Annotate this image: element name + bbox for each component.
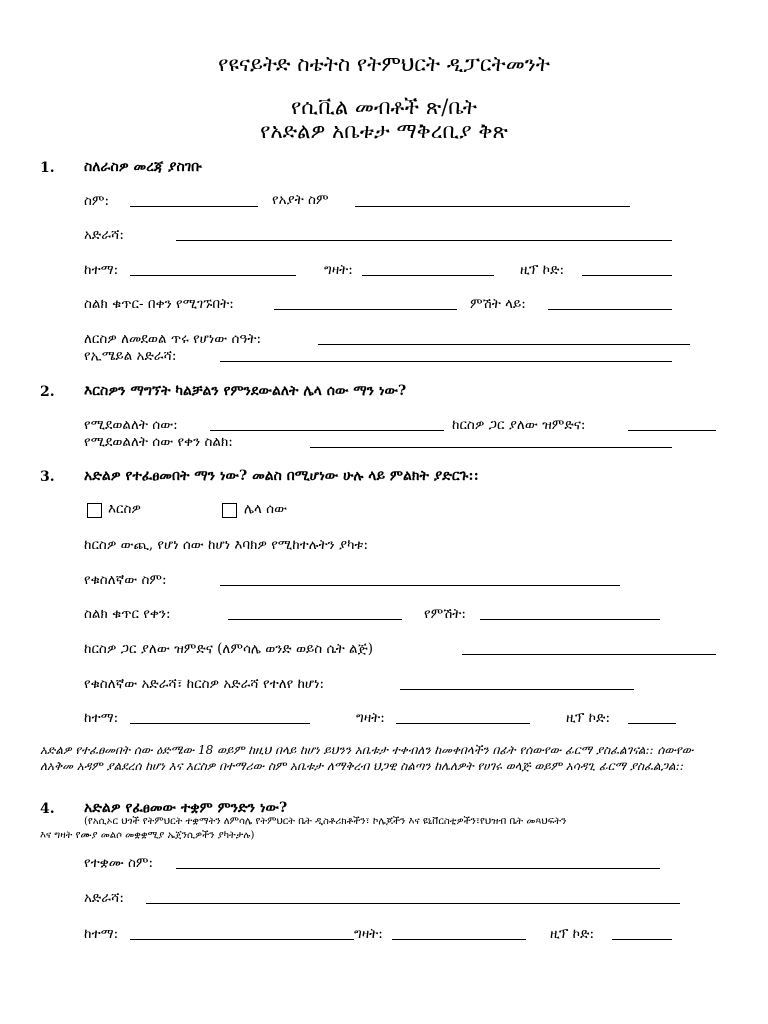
best-time-field[interactable] (318, 344, 690, 345)
section-1-number: 1. (40, 160, 55, 176)
institution-address-field[interactable] (146, 903, 680, 904)
other-option-label: ሌላ ሰው (244, 501, 288, 517)
email-field[interactable] (220, 361, 672, 362)
section-2-title: እርስዎን ማግኘት ካልቻልን የምንደውልለት ሌላ ሰው ማን ነው? (84, 383, 407, 399)
state-field[interactable] (362, 275, 494, 276)
victim-day-phone-label: ስልክ ቁጥር የቀን: (84, 606, 171, 622)
victim-zip-label: ዚፕ ኮድ: (566, 710, 611, 726)
day-phone-field[interactable] (274, 309, 457, 310)
address-field[interactable] (176, 240, 672, 241)
institution-city-label: ከተማ: (84, 926, 119, 942)
institution-city-field[interactable] (130, 939, 354, 940)
victim-relation-field[interactable] (462, 654, 716, 655)
contact-person-label: የሚደወልለት ሰው: (84, 417, 178, 433)
victim-name-field[interactable] (220, 585, 620, 586)
section-4-subnote-2: እና ግዛት የሙያ መልሶ መቋቋሚያ ኤጀንሲዎችን ያካትታሉ) (40, 830, 255, 841)
city-label: ከተማ: (84, 262, 119, 278)
self-option-label: እርስዎ (108, 501, 141, 517)
section-1-title: ስለራስዎ መረጃ ያስገቡ (84, 159, 202, 175)
victim-evening-label: የምሽት: (424, 606, 466, 622)
zip-field[interactable] (582, 275, 672, 276)
victim-zip-field[interactable] (628, 723, 676, 724)
victim-address-field[interactable] (400, 689, 634, 690)
institution-state-field[interactable] (392, 939, 526, 940)
victim-city-label: ከተማ: (84, 710, 119, 726)
contact-phone-field[interactable] (310, 447, 672, 448)
father-name-label: የአያት ስም (272, 192, 329, 208)
best-time-label: ለርስዎ ለመደወል ጥሩ የሆነው ሰዓት: (84, 331, 262, 347)
other-person-instruction: ከርስዎ ውጪ, የሆነ ሰው ከሆነ እባክዎ የሚከተሉትን ያካቱ: (84, 537, 369, 553)
name-field[interactable] (130, 206, 258, 207)
section-4-title: አድልዎ የፈፀመው ተቋም ምንድን ነው? (84, 800, 288, 816)
form-title: የአድልዎ አቤቱታ ማቅረቢያ ቅጽ (260, 119, 508, 143)
agency-title: የዩናይትድ ስቴትስ የትምህርት ዲፓርትመንት (218, 52, 550, 76)
email-label: የኢሜይል አድራሻ: (84, 348, 177, 364)
victim-day-phone-field[interactable] (228, 619, 402, 620)
victim-city-field[interactable] (130, 723, 310, 724)
father-name-field[interactable] (355, 206, 630, 207)
victim-name-label: የቁስለኛው ስም: (84, 572, 167, 588)
office-title: የሲቪል መብቶች ጽ/ቤት (291, 95, 477, 119)
contact-relation-label: ከርስዎ ጋር ያለው ዝምድና: (452, 417, 586, 433)
victim-state-field[interactable] (396, 723, 530, 724)
institution-zip-label: ዚፕ ኮድ: (550, 926, 595, 942)
name-label: ስም: (84, 193, 110, 209)
section-3-number: 3. (40, 469, 55, 485)
day-phone-label: ስልክ ቁጥር- በቀን የሚገኙበት: (84, 296, 234, 312)
address-label: አድራሻ: (84, 227, 124, 243)
other-person-checkbox[interactable] (222, 503, 237, 518)
victim-evening-field[interactable] (480, 619, 660, 620)
zip-label: ዚፕ ኮድ: (520, 262, 565, 278)
institution-name-label: የተቋሙ ስም: (84, 855, 154, 871)
evening-phone-field[interactable] (548, 309, 672, 310)
contact-relation-field[interactable] (628, 430, 716, 431)
contact-person-field[interactable] (210, 430, 444, 431)
section-4-number: 4. (40, 801, 55, 817)
institution-address-label: አድራሻ: (84, 890, 124, 906)
evening-phone-label: ምሽት ላይ: (470, 296, 526, 312)
signature-note: አድልዎ የተፈፀመበት ሰው ዕድሜው 18 ወይም ከዚህ በላይ ከሆነ ይህንን አቤቱታ ተቀብለን ከመቀበላችን በፊት የሰውየው ፊርማ ያስፈልገናል:: ሰውየው ለአቅመ አዳም ያልደረሰ ከሆነ እና እርስዎ በተማሪው ስም አቤቱታ ለማቅረብ ህጋዊ ስልጣን ከሌለዎት የሀገሩ ወላጅ ወይም አሳዳጊ ፊርማ ያስፈልጋል:: (40, 743, 694, 773)
city-field[interactable] (130, 275, 296, 276)
section-3-title: አድልዎ የተፈፀመበት ማን ነው? መልስ በሚሆነው ሁሉ ላይ ምልክት ያድርጉ:: (84, 468, 479, 484)
victim-address-label: የቁስለኛው አድራሻ፣ ከርስዎ አድራሻ የተለየ ከሆነ: (84, 676, 325, 692)
victim-state-label: ግዛት: (356, 710, 385, 726)
state-label: ግዛት: (324, 262, 353, 278)
institution-name-field[interactable] (176, 868, 660, 869)
institution-zip-field[interactable] (612, 939, 672, 940)
self-checkbox[interactable] (87, 503, 102, 518)
contact-phone-label: የሚደወልለት ሰው የቀን ስልክ: (84, 434, 233, 450)
section-4-subnote-1: (የአሲኦር ህጎች የትምህርት ተቋማትን ለምሳሌ የትምህርት ቤት ዲስቶሪክቶችን፣ ኮሌጆችን እና ዩኒቨርስቲዎችን፣የህዝብ ቤት መጻህፍትን (84, 816, 567, 827)
victim-relation-label: ከርስዎ ጋር ያለው ዝምድና (ለምሳሌ ወንድ ወይስ ሴት ልጅ) (84, 641, 373, 657)
institution-state-label: ግዛት: (354, 926, 383, 942)
section-2-number: 2. (40, 384, 55, 400)
